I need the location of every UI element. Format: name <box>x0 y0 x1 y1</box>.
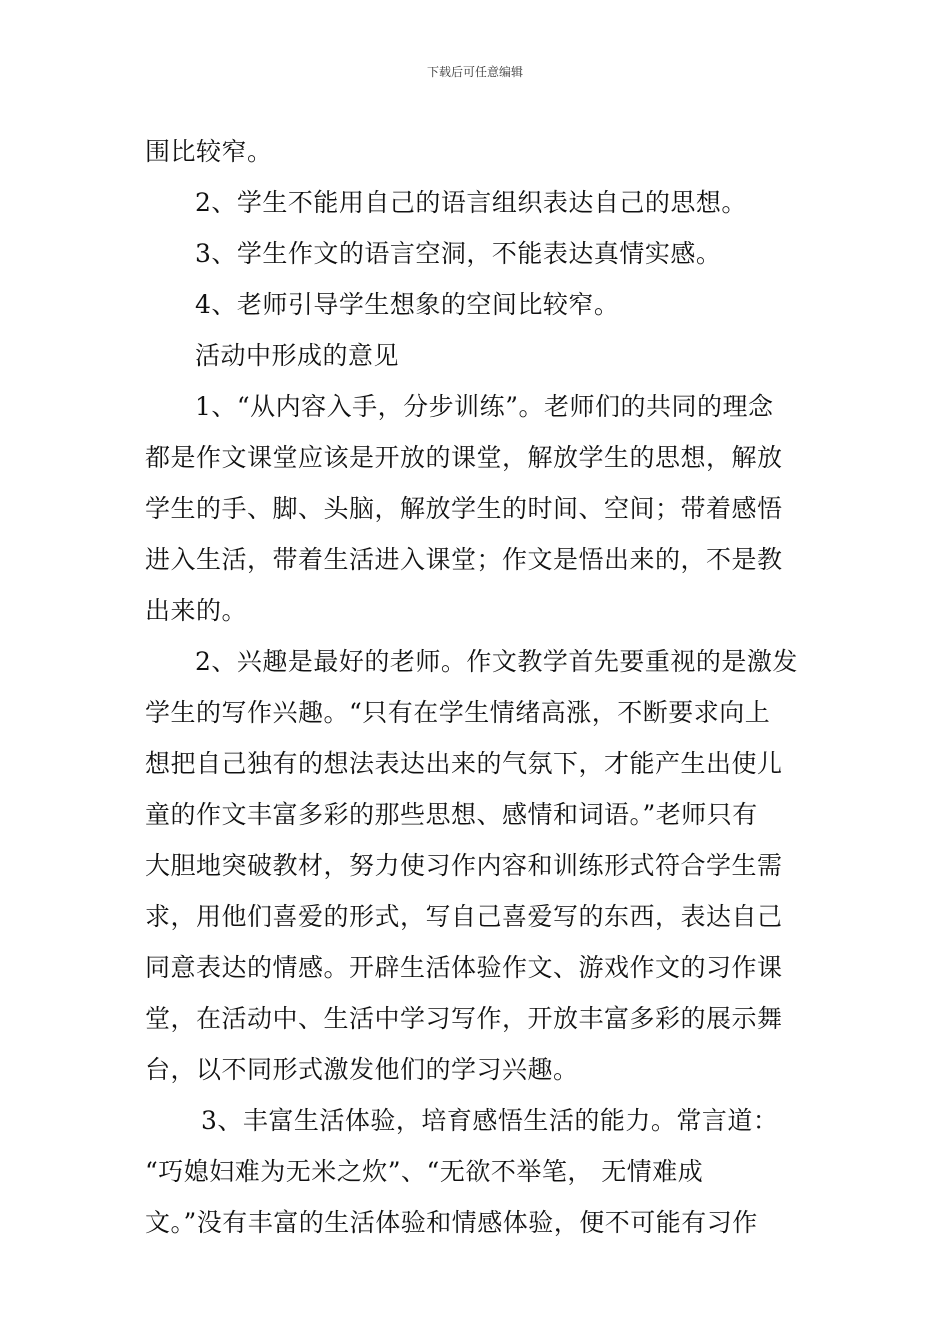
paragraph-line: 出来的。 <box>145 596 248 625</box>
paragraph-line: 求，用他们喜爱的形式，写自己喜爱写的东西，表达自己 <box>145 902 783 931</box>
list-item-4: 4、老师引导学生想象的空间比较窄。 <box>195 290 620 319</box>
text-line: 围比较窄。 <box>145 137 273 166</box>
list-item-2: 2、学生不能用自己的语言组织表达自己的思想。 <box>195 188 747 217</box>
paragraph-line: 大胆地突破教材，努力使习作内容和训练形式符合学生需 <box>145 851 783 880</box>
paragraph-line: 3、丰富生活体验，培育感悟生活的能力。常言道： <box>201 1106 779 1135</box>
section-heading: 活动中形成的意见 <box>195 341 400 370</box>
paragraph-line: 童的作文丰富多彩的那些思想、感情和词语。”老师只有 <box>145 800 758 829</box>
list-item-3: 3、学生作文的语言空洞，不能表达真情实感。 <box>195 239 722 268</box>
paragraph-line: 想把自己独有的想法表达出来的气氛下，才能产生出使儿 <box>145 749 783 778</box>
paragraph-line: “巧媳妇难为无米之炊”、“无欲不举笔， 无情难成 <box>145 1157 704 1186</box>
paragraph-line: 进入生活，带着生活进入课堂；作文是悟出来的，不是教 <box>145 545 783 574</box>
paragraph-line: 都是作文课堂应该是开放的课堂，解放学生的思想，解放 <box>145 443 783 472</box>
paragraph-line: 文。”没有丰富的生活体验和情感体验，便不可能有习作 <box>145 1208 758 1237</box>
paragraph-line: 台，以不同形式激发他们的学习兴趣。 <box>145 1055 579 1084</box>
paragraph-line: 学生的手、脚、头脑，解放学生的时间、空间；带着感悟 <box>145 494 783 523</box>
document-body <box>145 126 809 1248</box>
paragraph-line: 堂，在活动中、生活中学习写作，开放丰富多彩的展示舞 <box>145 1004 783 1033</box>
page-header: 下载后可任意编辑 <box>426 65 523 79</box>
paragraph-line: 2、兴趣是最好的老师。作文教学首先要重视的是激发 <box>195 647 798 676</box>
paragraph-line: 同意表达的情感。开辟生活体验作文、游戏作文的习作课 <box>145 953 783 982</box>
paragraph-line: 1、“从内容入手，分步训练”。老师们的共同的理念 <box>195 392 774 421</box>
paragraph-line: 学生的写作兴趣。“只有在学生情绪高涨，不断要求向上 <box>145 698 771 727</box>
